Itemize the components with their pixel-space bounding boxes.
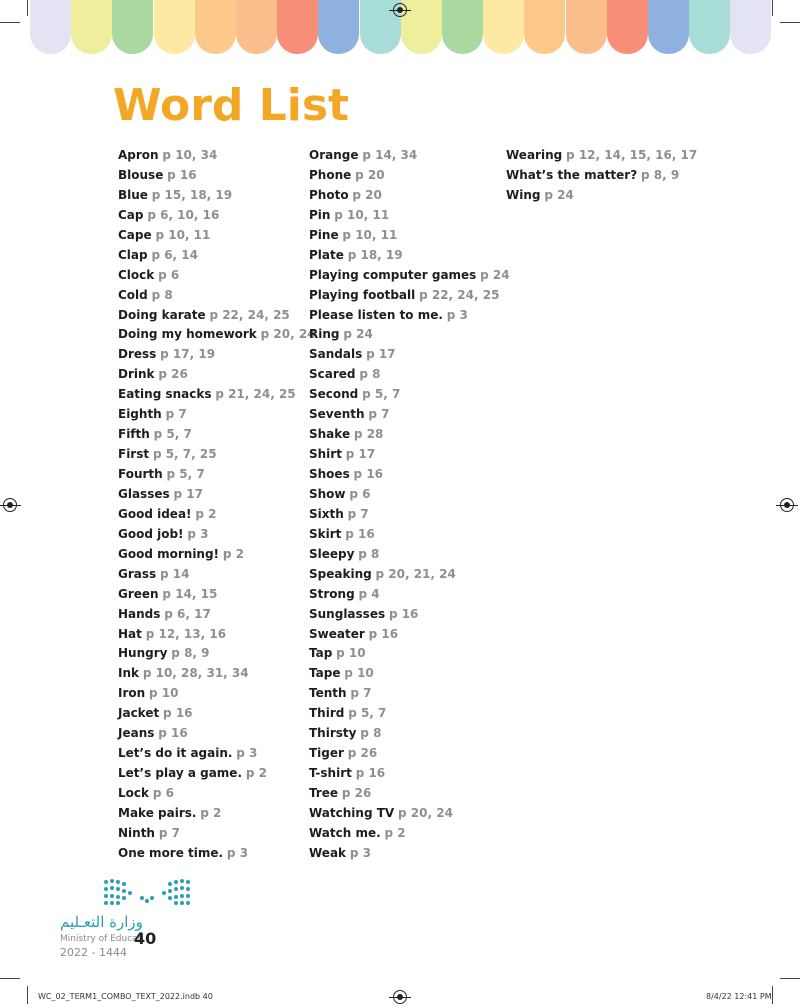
page-references: p 16 — [368, 626, 399, 641]
word-text: Eighth — [118, 407, 162, 422]
word-text: Lock — [118, 786, 149, 800]
word-entry — [309, 266, 510, 286]
word-entry — [309, 585, 510, 605]
page-references: p 16 — [345, 526, 375, 541]
word-entry — [309, 166, 510, 186]
word-text: Iron — [118, 686, 146, 701]
word-text: Tenth — [309, 686, 347, 701]
page-references: p 17 — [173, 486, 203, 501]
word-entry — [309, 485, 510, 505]
word-entry — [118, 166, 316, 186]
crop-mark — [0, 22, 20, 23]
page-references: p 14 — [159, 566, 190, 581]
page-references: p 8 — [358, 546, 380, 561]
word-text: Watch me. — [309, 825, 381, 840]
word-text: Glasses — [118, 486, 170, 501]
page-references: p 20, 24 — [398, 805, 453, 820]
page-references: p 16 — [388, 606, 419, 621]
word-text: Skirt — [309, 526, 342, 541]
registration-mark-icon — [393, 3, 407, 17]
word-text: Doing karate — [118, 307, 206, 322]
word-entry — [118, 784, 316, 804]
registration-mark-icon — [393, 990, 407, 1004]
word-entry — [309, 724, 510, 744]
page-references: p 5, 7 — [166, 467, 205, 481]
page-references: p 7 — [368, 407, 390, 422]
word-list-column-3 — [506, 146, 697, 206]
word-entry — [118, 186, 316, 206]
word-entry — [118, 345, 316, 365]
ministry-logo-text: وزارة التعـليم — [60, 913, 143, 931]
word-entry — [118, 325, 316, 345]
page-references: p 17 — [366, 347, 396, 362]
page-references: p 10 — [336, 646, 366, 661]
word-entry — [309, 545, 510, 565]
word-entry — [309, 465, 510, 485]
word-entry — [118, 385, 316, 405]
crop-mark — [27, 986, 28, 1004]
page-references: p 2 — [384, 825, 406, 840]
word-entry — [118, 525, 316, 545]
page-references: p 14, 15 — [162, 586, 218, 601]
word-text: Good job! — [118, 526, 184, 541]
word-text: Wing — [506, 187, 541, 202]
page-references: p 3 — [236, 746, 258, 761]
word-text: Sandals — [309, 347, 363, 362]
scallop-shape — [607, 0, 648, 54]
word-entry — [118, 644, 316, 664]
word-entry — [118, 485, 316, 505]
page-references: p 21, 24, 25 — [215, 387, 296, 402]
page-references: p 5, 7 — [153, 427, 192, 442]
word-entry — [118, 764, 316, 784]
word-text: Second — [309, 387, 359, 402]
word-list-column-2 — [309, 146, 510, 864]
registration-mark-icon — [3, 498, 17, 512]
word-text: Weak — [309, 845, 347, 860]
word-entry — [309, 764, 510, 784]
page-references: p 16 — [158, 726, 188, 741]
page-references: p 28 — [353, 427, 384, 442]
page-references: p 15, 18, 19 — [151, 187, 233, 202]
word-text: Third — [309, 706, 345, 721]
word-text: Cape — [118, 227, 152, 242]
word-entry — [309, 246, 510, 266]
word-entry — [118, 445, 316, 465]
word-text: Drink — [118, 367, 155, 382]
word-entry — [118, 844, 316, 864]
page-references: p 20 — [355, 167, 385, 182]
scallop-shape — [442, 0, 483, 54]
page-references: p 10, 11 — [155, 227, 211, 242]
word-entry — [309, 644, 510, 664]
scallop-shape — [318, 0, 359, 54]
word-entry — [309, 565, 510, 585]
word-text: What’s the matter? — [506, 167, 638, 182]
word-text: Doing my homework — [118, 327, 257, 342]
page-references: p 5, 7 — [348, 706, 387, 721]
page-references: p 2 — [195, 506, 217, 521]
page-title: Word List — [113, 80, 350, 131]
page-references: p 6, 14 — [151, 247, 198, 262]
word-text: Playing computer games — [309, 267, 477, 282]
word-entry — [309, 525, 510, 545]
page-references: p 16 — [355, 766, 386, 781]
page-references: p 6 — [152, 786, 174, 800]
word-entry — [506, 186, 697, 206]
word-entry — [118, 465, 316, 485]
word-entry — [506, 166, 697, 186]
word-entry — [118, 724, 316, 744]
word-text: Make pairs. — [118, 805, 197, 820]
word-entry — [309, 704, 510, 724]
word-entry — [309, 784, 510, 804]
page-references: p 6, 10, 16 — [147, 207, 220, 222]
word-text: Good morning! — [118, 546, 220, 561]
word-entry — [118, 226, 316, 246]
crop-mark — [780, 22, 800, 23]
word-entry — [118, 286, 316, 306]
word-text: Sunglasses — [309, 606, 386, 621]
scallop-shape — [689, 0, 730, 54]
word-entry — [118, 585, 316, 605]
page-references: p 6, 17 — [164, 606, 211, 621]
word-entry — [309, 286, 510, 306]
word-text: Ninth — [118, 825, 155, 840]
word-entry — [309, 405, 510, 425]
word-entry — [118, 605, 316, 625]
word-entry — [309, 226, 510, 246]
word-text: Pin — [309, 207, 331, 222]
page-references: p 10, 28, 31, 34 — [142, 666, 249, 681]
word-text: Scared — [309, 367, 356, 382]
word-entry — [118, 206, 316, 226]
page-references: p 24 — [480, 267, 510, 282]
word-entry — [118, 365, 316, 385]
word-text: Apron — [118, 148, 159, 162]
page-references: p 26 — [347, 746, 378, 761]
page-references: p 22, 24, 25 — [419, 287, 500, 302]
word-entry — [118, 425, 316, 445]
word-entry — [118, 684, 316, 704]
crop-mark — [772, 986, 773, 1004]
word-entry — [118, 565, 316, 585]
page-references: p 20 — [352, 187, 382, 202]
word-text: Good idea! — [118, 506, 192, 521]
word-text: Tap — [309, 646, 333, 661]
page-references: p 10 — [344, 666, 374, 681]
word-text: Cold — [118, 287, 148, 302]
word-entry — [309, 146, 510, 166]
word-text: Phone — [309, 167, 352, 182]
page-references: p 4 — [358, 586, 380, 601]
page-references: p 10, 11 — [334, 207, 390, 222]
page-references: p 3 — [446, 307, 468, 322]
page-references: p 7 — [350, 686, 372, 701]
page-references: p 20, 24 — [260, 327, 316, 342]
scallop-shape — [524, 0, 565, 54]
page-references: p 8 — [151, 287, 173, 302]
scallop-shape — [112, 0, 153, 54]
page-references: p 7 — [158, 825, 180, 840]
word-text: Jeans — [118, 726, 155, 741]
word-entry — [309, 425, 510, 445]
word-text: Plate — [309, 247, 344, 262]
word-entry — [118, 246, 316, 266]
word-entry — [118, 306, 316, 326]
word-text: Shirt — [309, 447, 342, 462]
word-text: Hands — [118, 606, 161, 621]
word-entry — [309, 186, 510, 206]
page-references: p 5, 7 — [362, 387, 401, 402]
word-entry — [309, 365, 510, 385]
word-text: Fourth — [118, 467, 163, 481]
word-entry — [118, 266, 316, 286]
scallop-shape — [71, 0, 112, 54]
word-text: Orange — [309, 148, 359, 162]
word-entry — [309, 505, 510, 525]
word-entry — [309, 744, 510, 764]
word-text: T-shirt — [309, 766, 352, 781]
word-text: Strong — [309, 586, 355, 601]
crop-mark — [772, 0, 773, 16]
word-entry — [118, 405, 316, 425]
word-entry — [309, 306, 510, 326]
word-text: Fifth — [118, 427, 150, 442]
word-text: Ring — [309, 327, 340, 342]
word-text: Grass — [118, 566, 157, 581]
word-text: Dress — [118, 347, 157, 362]
scallop-shape — [730, 0, 771, 54]
word-text: Let’s do it again. — [118, 746, 233, 761]
word-text: First — [118, 447, 150, 462]
ministry-logo-icon — [102, 876, 192, 908]
word-entry — [118, 146, 316, 166]
scallop-shape — [277, 0, 318, 54]
word-entry — [309, 625, 510, 645]
page-references: p 26 — [341, 786, 372, 800]
word-text: Shake — [309, 427, 351, 442]
word-entry — [118, 824, 316, 844]
word-entry — [118, 664, 316, 684]
word-text: Blouse — [118, 167, 164, 182]
page-references: p 12, 13, 16 — [145, 626, 227, 641]
word-entry — [309, 385, 510, 405]
page-references: p 7 — [347, 506, 369, 521]
page-references: p 16 — [353, 467, 384, 481]
word-text: Thirsty — [309, 726, 357, 741]
word-entry — [309, 206, 510, 226]
print-file-info: WC_02_TERM1_COMBO_TEXT_2022.indb 40 — [38, 992, 213, 1001]
word-entry — [309, 804, 510, 824]
word-entry — [118, 744, 316, 764]
crop-mark — [27, 0, 28, 16]
word-text: Please listen to me. — [309, 307, 443, 322]
scallop-shape — [195, 0, 236, 54]
word-text: Wearing — [506, 148, 563, 162]
crop-mark — [780, 978, 800, 979]
page-references: p 6 — [158, 267, 180, 282]
page-references: p 2 — [245, 766, 267, 781]
page-references: p 3 — [226, 845, 249, 860]
word-text: Tiger — [309, 746, 344, 761]
word-text: Sixth — [309, 506, 344, 521]
word-text: Hat — [118, 626, 142, 641]
page-number: 40 — [134, 929, 157, 948]
page-references: p 24 — [544, 187, 574, 202]
page-references: p 8, 9 — [171, 646, 210, 661]
word-entry — [309, 664, 510, 684]
word-text: Clock — [118, 267, 155, 282]
page-references: p 5, 7, 25 — [152, 447, 217, 462]
page-references: p 18, 19 — [347, 247, 403, 262]
word-text: Clap — [118, 247, 148, 262]
page-references: p 2 — [200, 805, 222, 820]
scallop-shape — [648, 0, 689, 54]
page-references: p 8 — [359, 367, 381, 382]
scallop-shape — [30, 0, 71, 54]
word-entry — [309, 824, 510, 844]
page-references: p 22, 24, 25 — [209, 307, 290, 322]
page-references: p 24 — [343, 327, 373, 342]
page-references: p 10 — [149, 686, 179, 701]
page-references: p 6 — [349, 486, 371, 501]
edition-year: 2022 - 1444 — [60, 946, 127, 959]
word-text: Green — [118, 586, 159, 601]
page-references: p 10, 34 — [162, 148, 218, 162]
word-text: Sweater — [309, 626, 365, 641]
crop-mark — [0, 978, 20, 979]
word-text: Blue — [118, 187, 148, 202]
word-text: Shoes — [309, 467, 350, 481]
word-text: Let’s play a game. — [118, 766, 242, 781]
word-text: Eating snacks — [118, 387, 212, 402]
registration-mark-icon — [780, 498, 794, 512]
ministry-label: Ministry of Educati — [60, 934, 144, 944]
word-entry — [309, 605, 510, 625]
scallop-shape — [483, 0, 524, 54]
page-references: p 17 — [345, 447, 376, 462]
page-references: p 3 — [349, 845, 371, 860]
word-text: Photo — [309, 187, 349, 202]
word-text: Pine — [309, 227, 339, 242]
word-entry — [118, 704, 316, 724]
word-text: Speaking — [309, 566, 372, 581]
word-list-column-1 — [118, 146, 316, 864]
page-references: p 3 — [187, 526, 209, 541]
page-references: p 26 — [158, 367, 188, 382]
page-references: p 8, 9 — [641, 167, 680, 182]
word-text: Sleepy — [309, 546, 355, 561]
word-entry — [118, 505, 316, 525]
word-text: Tree — [309, 786, 339, 800]
word-entry — [118, 804, 316, 824]
word-entry — [309, 325, 510, 345]
word-text: Jacket — [118, 706, 160, 721]
page-references: p 10, 11 — [342, 227, 398, 242]
print-date-info: 8/4/22 12:41 PM — [706, 992, 772, 1001]
scallop-shape — [566, 0, 607, 54]
page-references: p 7 — [165, 407, 187, 422]
word-entry — [118, 545, 316, 565]
word-entry — [309, 844, 510, 864]
page-references: p 2 — [222, 546, 244, 561]
page-references: p 16 — [163, 706, 193, 721]
scallop-shape — [236, 0, 277, 54]
word-text: Watching TV — [309, 805, 395, 820]
word-text: Cap — [118, 207, 144, 222]
word-entry — [309, 345, 510, 365]
scallop-shape — [154, 0, 195, 54]
word-entry — [118, 625, 316, 645]
word-text: Show — [309, 486, 346, 501]
word-entry — [309, 684, 510, 704]
word-text: Seventh — [309, 407, 365, 422]
word-text: Hungry — [118, 646, 168, 661]
page-references: p 20, 21, 24 — [375, 566, 456, 581]
word-text: Playing football — [309, 287, 416, 302]
word-text: One more time. — [118, 845, 224, 860]
word-text: Ink — [118, 666, 139, 681]
word-entry — [309, 445, 510, 465]
word-entry — [506, 146, 697, 166]
page-references: p 12, 14, 15, 16, 17 — [566, 148, 698, 162]
page-references: p 17, 19 — [160, 347, 216, 362]
page-references: p 8 — [360, 726, 382, 741]
page-references: p 14, 34 — [362, 148, 418, 162]
page-references: p 16 — [167, 167, 197, 182]
word-text: Tape — [309, 666, 341, 681]
